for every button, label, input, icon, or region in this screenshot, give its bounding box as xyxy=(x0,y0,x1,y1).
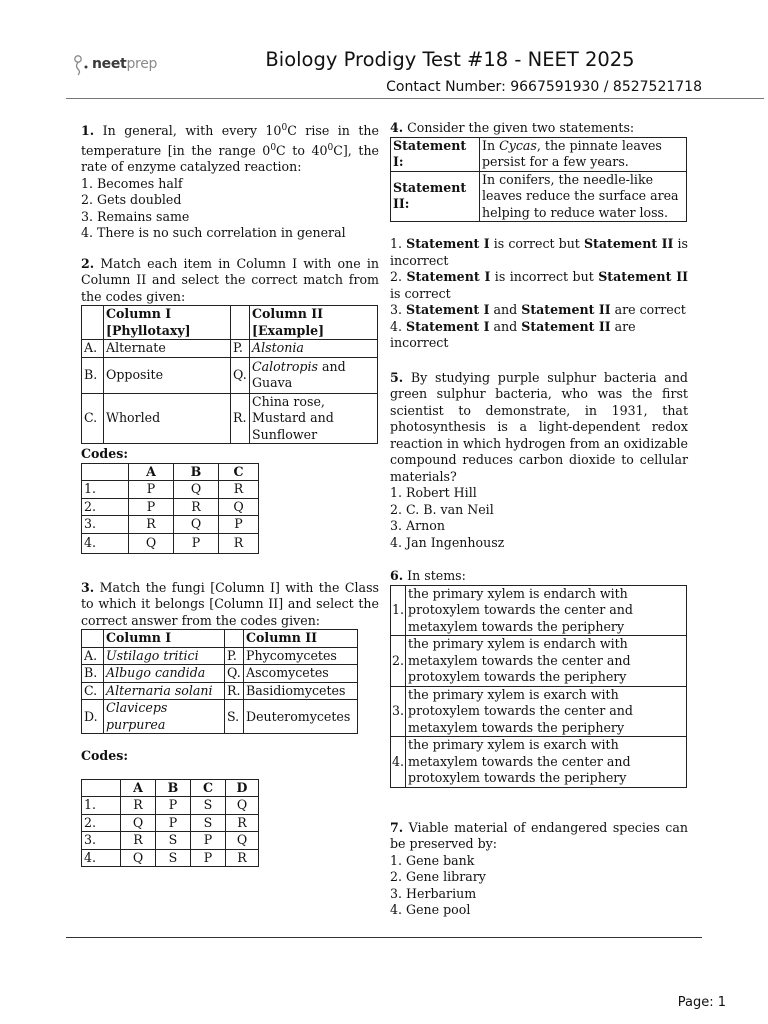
contact-number: Contact Number: 9667591930 / 8527521718 xyxy=(386,79,702,95)
table-row: A. Ustilago tritici P. Phycomycetes xyxy=(82,647,358,665)
option: 4. Statement I and Statement II are incorrect xyxy=(390,318,636,350)
option: 2. Gene library xyxy=(390,869,486,884)
question-2 xyxy=(81,256,379,554)
codes-label: Codes: xyxy=(81,446,128,462)
right-column xyxy=(390,120,688,933)
logo-text-neet: neet xyxy=(92,56,127,72)
table-row: B. Opposite Q. Calotropis and Guava xyxy=(82,357,378,393)
question-3-text: 3. Match the fungi [Column I] with the Class to which it belongs [Column II] and select the correct answer from the codes given: xyxy=(81,579,379,628)
person-icon xyxy=(72,54,90,78)
options-table xyxy=(390,585,687,788)
option: 3. Arnon xyxy=(390,518,445,533)
page-title: Biology Prodigy Test #18 - NEET 2025 xyxy=(265,48,635,71)
neetprep-logo xyxy=(72,54,167,78)
question-2-text: 2. Match each item in Column I with one in Column II and select the correct match from the codes given: xyxy=(81,255,379,304)
column-header: Column I [Phyllotaxy] xyxy=(104,306,231,340)
table-row: 1. R P S Q xyxy=(82,797,259,815)
option: 3. Remains same xyxy=(81,208,190,224)
footer-divider xyxy=(66,937,702,938)
option: 4. There is no such correlation in general xyxy=(81,225,346,241)
question-3 xyxy=(81,580,379,868)
table-row: 4. Q S P R xyxy=(82,849,259,867)
option: 1. Robert Hill xyxy=(390,485,477,500)
column-header: Column II [Example] xyxy=(250,306,378,340)
table-row: 3. the primary xylem is exarch with protoxylem towards the center and metaxylem towards the periphery xyxy=(391,686,687,737)
logo-text-prep: prep xyxy=(126,56,158,72)
option: 3. Herbarium xyxy=(390,885,477,901)
page-number: Page: 1 xyxy=(677,995,726,1010)
table-row: D. Claviceps purpurea S. Deuteromycetes xyxy=(82,700,358,734)
question-1 xyxy=(81,120,379,242)
option: 2. C. B. van Neil xyxy=(390,501,494,517)
option: 1. Gene bank xyxy=(390,852,475,868)
option: 2. Gets doubled xyxy=(81,192,182,208)
table-row: C. Alternaria solani R. Basidiomycetes xyxy=(82,682,358,700)
table-row: C. Whorled R. China rose, Mustard and Sunflower xyxy=(82,393,378,444)
option: 4. Jan Ingenhousz xyxy=(390,534,505,550)
option: 4. Gene pool xyxy=(390,902,471,917)
option: 2. Statement I is incorrect but Statement II is correct xyxy=(390,269,688,301)
left-column xyxy=(81,120,379,881)
column-header: Column I xyxy=(104,630,225,648)
question-4-text: 4. Consider the given two statements: xyxy=(390,120,635,135)
match-table xyxy=(81,629,358,734)
question-7-text: 7. Viable material of endangered species can be preserved by: xyxy=(390,819,688,851)
table-row: 4. the primary xylem is exarch with metaxylem towards the center and protoxylem towards the periphery xyxy=(391,737,687,788)
table-row: 4. Q P R xyxy=(82,533,259,553)
table-row: Statement II: In conifers, the needle-like leaves reduce the surface area helping to reduce water loss. xyxy=(391,171,687,222)
table-row: Statement I: In Cycas, the pinnate leaves persist for a few years. xyxy=(391,137,687,171)
column-header: Column II xyxy=(244,630,358,648)
table-row: A. Alternate P. Alstonia xyxy=(82,340,378,358)
table-row: 2. P R Q xyxy=(82,498,259,516)
question-4 xyxy=(390,120,688,352)
codes-table: A B C D 1. R P S Q 2. Q P S R 3. R S P Q 4. Q S P R xyxy=(81,779,259,868)
question-5-text: 5. By studying purple sulphur bacteria and green sulphur bacteria, who was the first scientist to demonstrate, in 1931, that photosynthesis is a light-dependent redox reaction in which hydrogen from an oxidizable compound reduces carbon dioxide to cellular materials? xyxy=(390,369,688,484)
codes-table: A B C 1. P Q R 2. P R Q 3. R Q P 4. Q P R xyxy=(81,463,259,554)
option: 3. Statement I and Statement II are correct xyxy=(390,302,686,317)
statements-table xyxy=(390,137,687,223)
question-7 xyxy=(390,820,688,919)
table-row: 2. Q P S R xyxy=(82,814,259,832)
table-row: 1. P Q R xyxy=(82,481,259,499)
question-6-text: 6. In stems: xyxy=(390,568,466,583)
table-row: 1. the primary xylem is endarch with protoxylem towards the center and metaxylem towards the periphery xyxy=(391,585,687,636)
question-5 xyxy=(390,370,688,552)
table-row: 2. the primary xylem is endarch with metaxylem towards the center and protoxylem towards the periphery xyxy=(391,636,687,687)
table-row: 3. R Q P xyxy=(82,516,259,534)
option: 1. Statement I is correct but Statement II is incorrect xyxy=(390,236,688,268)
table-row: 3. R S P Q xyxy=(82,832,259,850)
option: 1. Becomes half xyxy=(81,175,183,191)
question-6 xyxy=(390,568,688,788)
codes-label: Codes: xyxy=(81,748,128,764)
match-table xyxy=(81,305,378,444)
table-row: B. Albugo candida Q. Ascomycetes xyxy=(82,665,358,683)
question-1-text: 1. In general, with every $10^0C$ rise in the temperature [in the range $0^0C$ to $40^0C$], the rate of enzyme catalyzed reaction: xyxy=(81,123,380,175)
header-divider xyxy=(66,98,764,99)
